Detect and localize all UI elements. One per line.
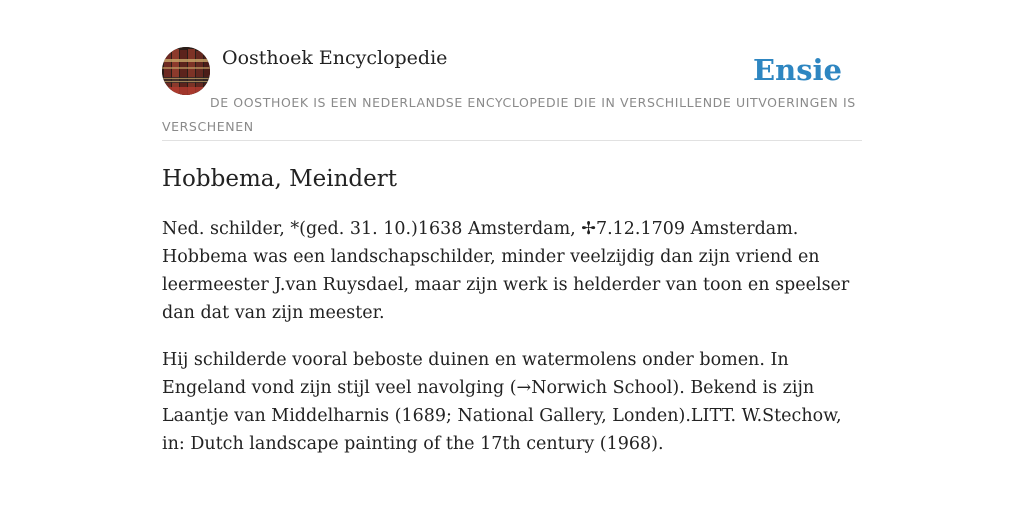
article-paragraph: Hij schilderde vooral beboste duinen en watermolens onder bomen. In Engeland vond zijn stijl veel navolging (→Norwich School). Bekend is zijn Laantje van Middelharnis (1689; National Gallery, Londen).LITT. W.Stechow, in: Dutch landscape painting of the 17th century (1968). xyxy=(162,350,842,454)
article xyxy=(162,160,866,477)
brand-logo[interactable]: Ensie xyxy=(753,53,842,87)
encyclopedia-books-icon[interactable] xyxy=(162,47,210,95)
source-header xyxy=(162,46,862,141)
article-paragraph: Ned. schilder, *(ged. 31. 10.)1638 Amsterdam, ✢7.12.1709 Amsterdam. Hobbema was een landschapschilder, minder veelzijdig dan zijn vriend en leermeester J.van Ruysdael, maar zijn werk is helderder van toon en speelser dan dat van zijn meester. xyxy=(162,219,850,323)
source-title[interactable]: Oosthoek Encyclopedie xyxy=(222,47,448,69)
article-title: Hobbema, Meindert xyxy=(162,166,398,192)
source-description: DE OOSTHOEK IS EEN NEDERLANDSE ENCYCLOPEDIE DIE IN VERSCHILLENDE UITVOERINGEN IS VERSCHENEN xyxy=(162,95,856,134)
